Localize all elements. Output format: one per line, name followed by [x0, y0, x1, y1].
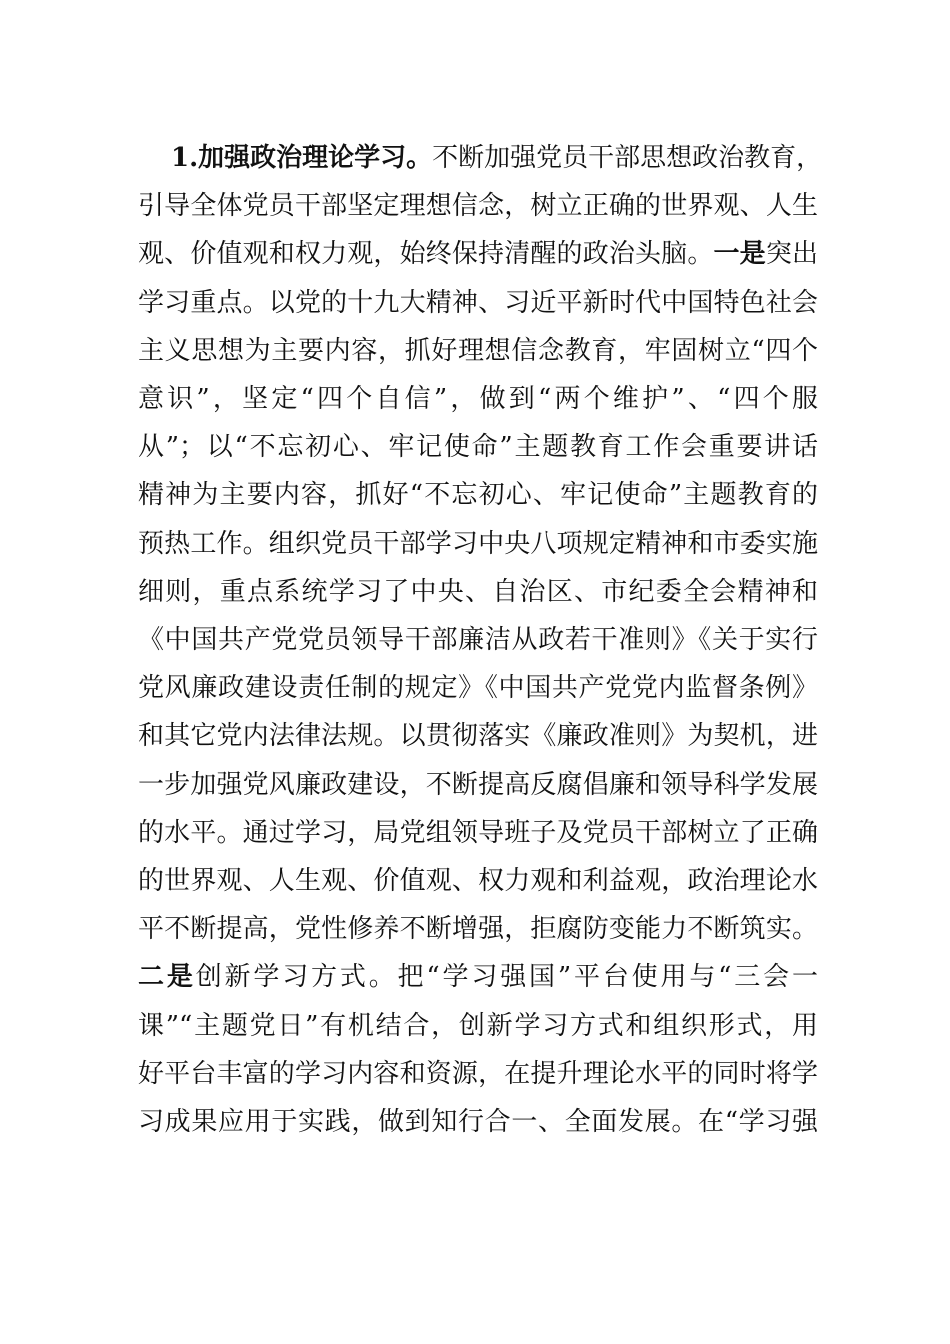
body-text: 意识”，坚定“四个自信”，做到“两个维护”、“四个服: [138, 384, 818, 414]
body-text: 好平台丰富的学习内容和资源，在提升理论水平的同时将学: [138, 1058, 818, 1089]
body-text: 突出: [765, 239, 818, 270]
body-text: 不断加强党员干部思想政治教育，: [432, 143, 823, 173]
body-text: 创新学习方式。把“学习强国”平台使用与“三会一: [195, 962, 818, 993]
text-line: [138, 471, 818, 519]
text-line: [138, 568, 818, 616]
bold-lead-text: 1.加强政治理论学习。: [171, 143, 433, 173]
text-line: [138, 230, 818, 278]
body-text: 观、价值观和权力观，始终保持清醒的政治头脑。: [138, 239, 714, 270]
text-line: [138, 809, 818, 857]
text-line: [138, 182, 818, 230]
body-text: 平不断提高，党性修养不断增强，拒腐防变能力不断筑实。: [138, 914, 818, 945]
text-line: [138, 1050, 818, 1098]
body-text: 一步加强党风廉政建设，不断提高反腐倡廉和领导科学发展: [138, 769, 818, 800]
body-text: 的水平。通过学习，局党组领导班子及党员干部树立了正确: [138, 817, 818, 848]
text-line: [138, 761, 818, 809]
body-text: 主义思想为主要内容，抓好理想信念教育，牢固树立“四个: [138, 335, 818, 366]
text-line: [171, 134, 823, 182]
body-text: 引导全体党员干部坚定理想信念，树立正确的世界观、人生: [138, 191, 818, 222]
text-line: [138, 279, 818, 327]
text-line: [138, 712, 818, 760]
bold-lead-text: 一是: [713, 239, 766, 270]
body-text: 预热工作。组织党员干部学习中央八项规定精神和市委实施: [138, 528, 818, 559]
text-line: [138, 327, 818, 375]
body-text: 《中国共产党党员领导干部廉洁从政若干准则》《关于实行: [138, 625, 818, 655]
text-line: [138, 1098, 818, 1146]
body-text: 课”“主题党日”有机结合，创新学习方式和组织形式，用: [138, 1010, 818, 1041]
body-text: 学习重点。以党的十九大精神、习近平新时代中国特色社会: [138, 287, 818, 318]
text-line: [138, 616, 818, 664]
body-text: 细则，重点系统学习了中央、自治区、市纪委全会精神和: [138, 576, 818, 607]
body-text: 的世界观、人生观、价值观、权力观和利益观，政治理论水: [138, 866, 818, 896]
body-text: 习成果应用于实践，做到知行合一、全面发展。在“学习强: [138, 1107, 818, 1137]
text-line: [138, 520, 818, 568]
body-text: 从”；以“不忘初心、牢记使命”主题教育工作会重要讲话: [138, 432, 818, 463]
body-text: 精神为主要内容，抓好“不忘初心、牢记使命”主题教育的: [138, 480, 818, 511]
text-line: [138, 857, 818, 905]
text-line: [138, 953, 818, 1001]
text-line: [138, 905, 818, 953]
text-line: [138, 375, 818, 423]
text-line: [138, 1002, 818, 1050]
text-line: [138, 423, 818, 471]
body-text: 和其它党内法律法规。以贯彻落实《廉政准则》为契机，进: [138, 721, 818, 752]
text-line: [138, 664, 818, 712]
body-text: 党风廉政建设责任制的规定》《中国共产党党内监督条例》: [138, 673, 818, 704]
bold-lead-text: 二是: [138, 962, 196, 993]
